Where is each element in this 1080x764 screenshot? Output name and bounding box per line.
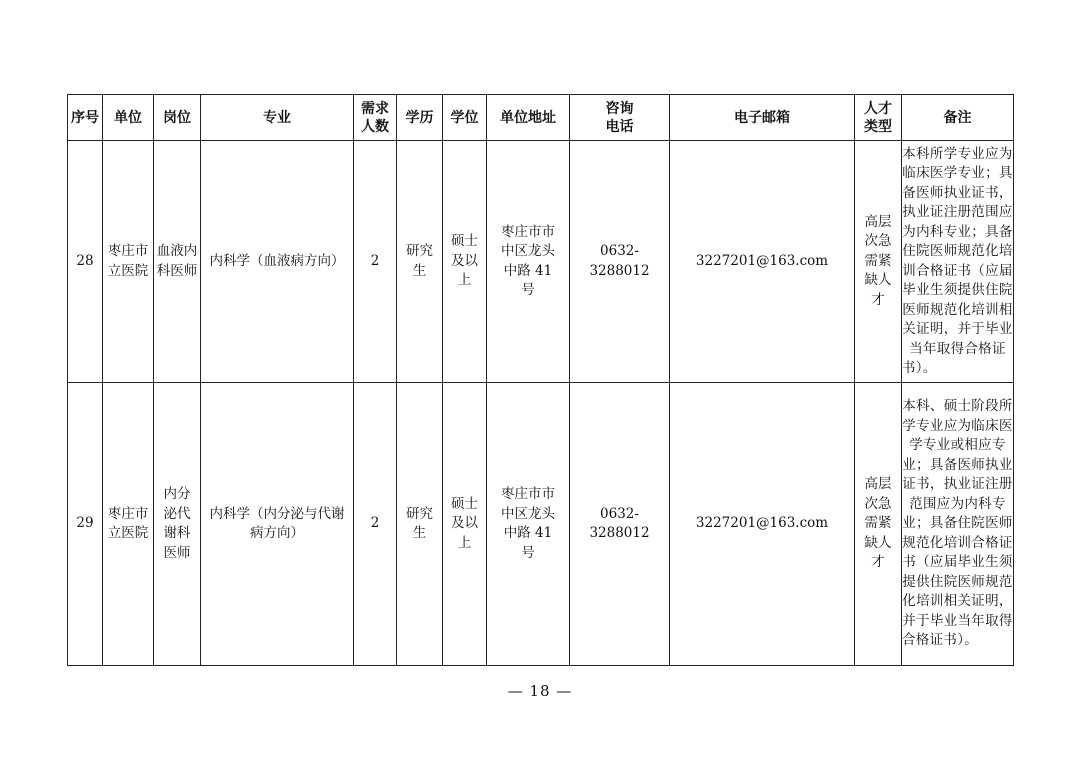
cell-email: 3227201@163.com <box>670 141 855 383</box>
header-major: 专业 <box>201 95 354 141</box>
header-education: 学历 <box>397 95 443 141</box>
header-post: 岗位 <box>154 95 201 141</box>
cell-education: 研究生 <box>397 383 443 666</box>
cell-remark: 本科、硕士阶段所学专业应为临床医学专业或相应专业；具备医师执业证书，执业证注册范围应为内科专业；具备住院医师规范化培训合格证书（应届毕业生须提供住院医师规范化培训相关证明，并于毕业当年取得合格证书）。 <box>902 383 1014 666</box>
cell-post: 血液内科医师 <box>154 141 201 383</box>
cell-education: 研究生 <box>397 141 443 383</box>
cell-count: 2 <box>354 383 397 666</box>
cell-phone: 0632-3288012 <box>570 383 670 666</box>
header-unit: 单位 <box>103 95 154 141</box>
cell-count: 2 <box>354 141 397 383</box>
header-talent: 人才类型 <box>855 95 902 141</box>
cell-email: 3227201@163.com <box>670 383 855 666</box>
page-number: — 18 — <box>507 682 573 700</box>
table-row <box>68 383 1014 666</box>
cell-talent: 高层次急需紧缺人才 <box>855 383 902 666</box>
cell-unit: 枣庄市立医院 <box>103 383 154 666</box>
cell-major: 内科学（血液病方向） <box>201 141 354 383</box>
header-seq: 序号 <box>68 95 103 141</box>
cell-phone: 0632-3288012 <box>570 141 670 383</box>
cell-major: 内科学（内分泌与代谢病方向） <box>201 383 354 666</box>
cell-seq: 28 <box>68 141 103 383</box>
header-address: 单位地址 <box>487 95 570 141</box>
cell-remark: 本科所学专业应为临床医学专业；具备医师执业证书，执业证注册范围应为内科专业；具备住院医师规范化培训合格证书（应届毕业生须提供住院医师规范化培训相关证明，并于毕业当年取得合格证书）。 <box>902 141 1014 383</box>
recruitment-table <box>67 94 1014 666</box>
header-phone: 咨询电话 <box>570 95 670 141</box>
header-email: 电子邮箱 <box>670 95 855 141</box>
header-count: 需求人数 <box>354 95 397 141</box>
cell-unit: 枣庄市立医院 <box>103 141 154 383</box>
cell-degree: 硕士及以上 <box>443 141 487 383</box>
cell-degree: 硕士及以上 <box>443 383 487 666</box>
header-degree: 学位 <box>443 95 487 141</box>
cell-address: 枣庄市市中区龙头中路 41 号 <box>487 141 570 383</box>
cell-seq: 29 <box>68 383 103 666</box>
cell-talent: 高层次急需紧缺人才 <box>855 141 902 383</box>
table-header-row <box>68 95 1014 141</box>
cell-address: 枣庄市市中区龙头中路 41 号 <box>487 383 570 666</box>
header-remark: 备注 <box>902 95 1014 141</box>
table-row <box>68 141 1014 383</box>
cell-post: 内分泌代谢科医师 <box>154 383 201 666</box>
